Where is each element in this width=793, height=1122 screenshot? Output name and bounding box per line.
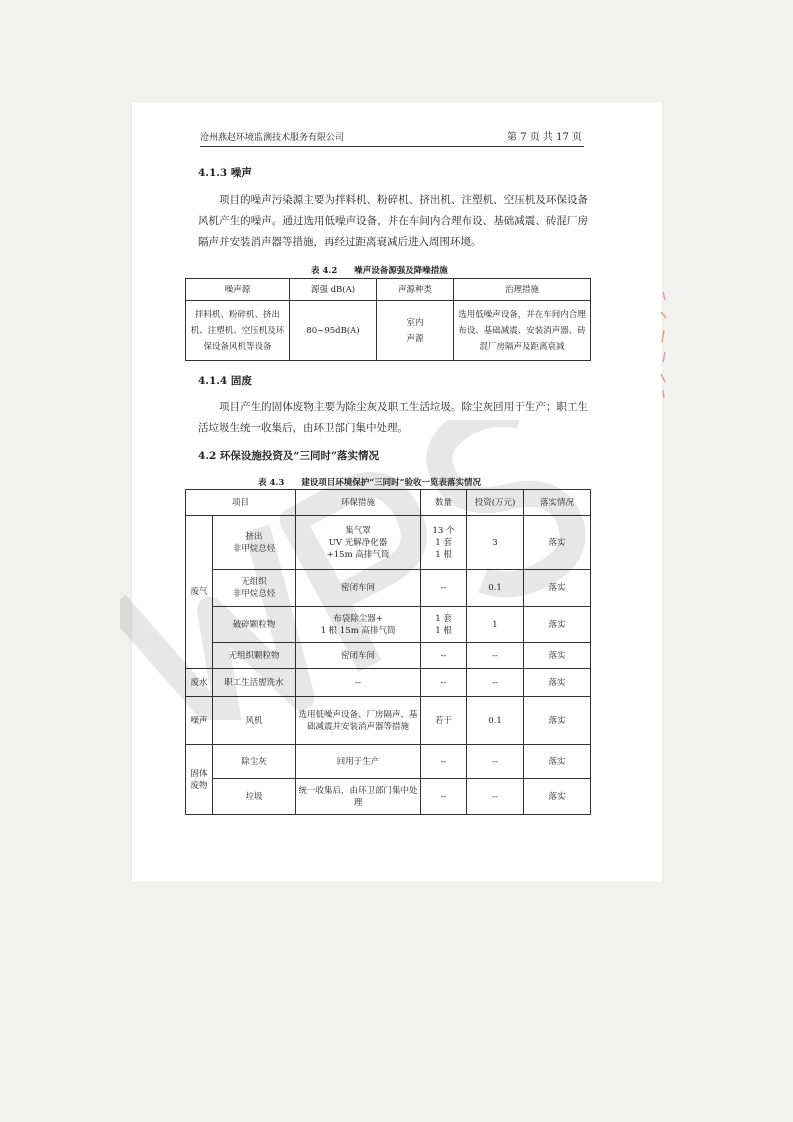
item-cell: 无组织 非甲烷总烃 — [213, 570, 296, 607]
source-type-cell: 室内 声源 — [377, 301, 454, 361]
company-name: 沧州燕赵环境监测技术服务有限公司 — [200, 133, 345, 143]
item-cell: 垃圾 — [213, 779, 296, 815]
table-row — [186, 697, 591, 745]
status-cell: 落实 — [524, 516, 591, 570]
investment-cell: 1 — [467, 607, 524, 643]
item-cell: 职工生活盥洗水 — [213, 669, 296, 697]
seal-edge-marks — [656, 290, 670, 400]
item-cell: 挤出 非甲烷总烃 — [213, 516, 296, 570]
item-cell: 风机 — [213, 697, 296, 745]
quantity-cell: -- — [421, 570, 467, 607]
quantity-cell: -- — [421, 643, 467, 669]
investment-cell: -- — [467, 643, 524, 669]
table-header-cell: 源强 dB(A) — [290, 279, 377, 301]
investment-cell: -- — [467, 745, 524, 779]
investment-cell: -- — [467, 779, 524, 815]
measure-cell: 布袋除尘器+ 1 根 15m 高排气筒 — [296, 607, 421, 643]
table-row — [186, 669, 591, 697]
measure-cell: -- — [296, 669, 421, 697]
status-cell: 落实 — [524, 570, 591, 607]
table-header-cell: 噪声源 — [186, 279, 290, 301]
noise-level-cell: 80~95dB(A) — [290, 301, 377, 361]
page-header — [200, 132, 584, 147]
measure-cell: 选用低噪声设备、厂房隔声、基础减震并安装消声器等措施 — [296, 697, 421, 745]
quantity-cell: 若干 — [421, 697, 467, 745]
table-header-cell: 声源种类 — [377, 279, 454, 301]
quantity-cell: -- — [421, 779, 467, 815]
table-header-cell: 治理措施 — [454, 279, 591, 301]
page-number: 第 7 页 共 17 页 — [507, 132, 582, 143]
status-cell: 落实 — [524, 779, 591, 815]
measure-cell: 回用于生产 — [296, 745, 421, 779]
group-cell-waste-water: 废水 — [186, 669, 213, 697]
group-cell-noise: 噪声 — [186, 697, 213, 745]
table-header-cell: 环保措施 — [296, 490, 421, 516]
table-row — [186, 570, 591, 607]
solid-waste-paragraph: 项目产生的固体废物主要为除尘灰及职工生活垃圾。除尘灰回用于生产；职工生活垃圾生统一收集后，由环卫部门集中处理。 — [198, 401, 588, 434]
measure-cell: 密闭车间 — [296, 570, 421, 607]
table-header-cell: 投资(万元) — [467, 490, 524, 516]
section-heading-solid-waste: 4.1.4 固废 — [198, 375, 252, 387]
table-4-3-caption: 表 4.3 建设项目环境保护“三同时”验收一览表落实情况 — [258, 478, 482, 488]
investment-cell: 0.1 — [467, 570, 524, 607]
status-cell: 落实 — [524, 669, 591, 697]
measure-cell: 密闭车间 — [296, 643, 421, 669]
status-cell: 落实 — [524, 745, 591, 779]
table-row — [186, 607, 591, 643]
noise-source-cell: 拌料机、粉碎机、挤出机、注塑机、空压机及环保设备风机等设备 — [186, 301, 290, 361]
table-header-cell: 数量 — [421, 490, 467, 516]
investment-cell: 0.1 — [467, 697, 524, 745]
section-heading-noise: 4.1.3 噪声 — [198, 167, 252, 179]
quantity-cell: 1 套 1 根 — [421, 607, 467, 643]
status-cell: 落实 — [524, 697, 591, 745]
status-cell: 落实 — [524, 643, 591, 669]
investment-cell: -- — [467, 669, 524, 697]
table-header-cell: 落实情况 — [524, 490, 591, 516]
group-cell-waste-gas: 废气 — [186, 516, 213, 669]
section-heading-investment: 4.2 环保设施投资及“三同时”落实情况 — [198, 450, 380, 462]
table-row — [186, 779, 591, 815]
measure-cell: 集气罩 UV 光解净化器 +15m 高排气筒 — [296, 516, 421, 570]
group-cell-solid-waste: 固体 废物 — [186, 745, 213, 815]
item-cell: 无组织颗粒物 — [213, 643, 296, 669]
three-simultaneous-table — [185, 489, 591, 815]
table-header-cell: 项目 — [186, 490, 296, 516]
noise-measures-cell: 选用低噪声设备，并在车间内合理布设、基础减震、安装消声器、砖混厂房隔声及距离衰减 — [454, 301, 591, 361]
noise-source-table — [185, 278, 591, 361]
quantity-cell: -- — [421, 669, 467, 697]
table-4-2-caption: 表 4.2 噪声设备源强及降噪措施 — [311, 266, 448, 276]
quantity-cell: -- — [421, 745, 467, 779]
status-cell: 落实 — [524, 607, 591, 643]
investment-cell: 3 — [467, 516, 524, 570]
table-row — [186, 745, 591, 779]
table-row — [186, 643, 591, 669]
quantity-cell: 13 个 1 套 1 根 — [421, 516, 467, 570]
measure-cell: 统一收集后，由环卫部门集中处理 — [296, 779, 421, 815]
table-row — [186, 516, 591, 570]
item-cell: 破碎颗粒物 — [213, 607, 296, 643]
item-cell: 除尘灰 — [213, 745, 296, 779]
noise-paragraph: 项目的噪声污染源主要为拌料机、粉碎机、挤出机、注塑机、空压机及环保设备风机产生的噪声。通过选用低噪声设备，并在车间内合理布设、基础减震、砖混厂房隔声并安装消声器等措施，再经过距离衰减后进入周围环境。 — [198, 194, 588, 248]
